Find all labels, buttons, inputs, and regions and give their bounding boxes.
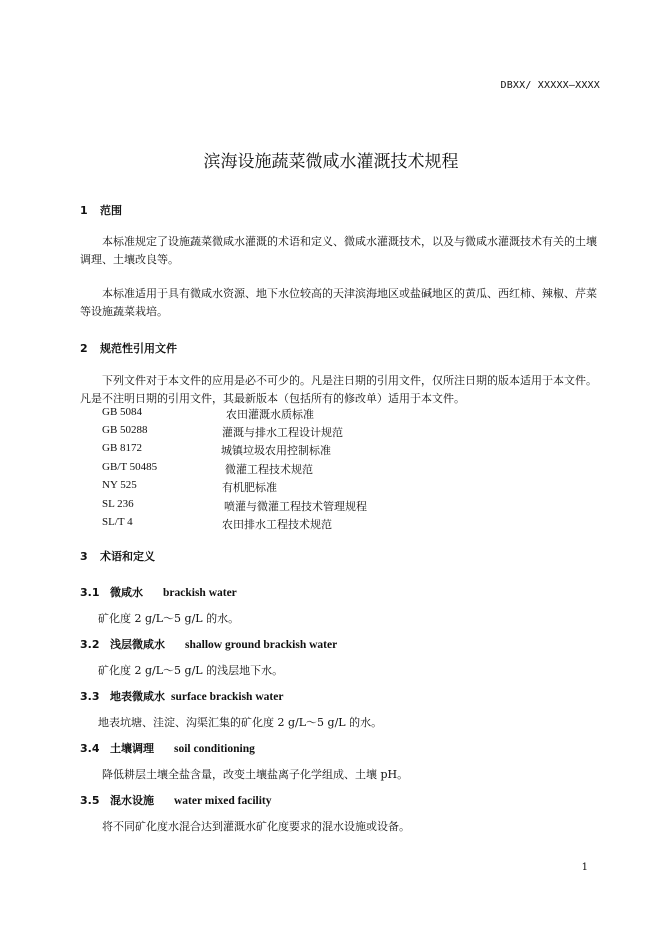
reference-title: 农田排水工程技术规范 <box>222 518 332 531</box>
term-3-4 <box>80 740 255 756</box>
term-3-1 <box>80 584 237 600</box>
reference-item <box>102 516 502 534</box>
term-definition: 地表坑塘、洼淀、沟渠汇集的矿化度 2 g/L～5 g/L 的水。 <box>98 716 383 729</box>
term-chinese: 浅层微咸水 <box>110 638 165 651</box>
section-2-paragraph-1: 下列文件对于本文件的应用是必不可少的。凡是注日期的引用文件，仅所注日期的版本适用于本文件。凡是不注明日期的引用文件，其最新版本（包括所有的修改单）适用于本文件。 <box>80 374 597 405</box>
section-3-heading <box>80 548 155 564</box>
section-1-paragraph-2: 本标准适用于具有微咸水资源、地下水位较高的天津滨海地区或盐碱地区的黄瓜、西红柿、辣椒、芹菜等设施蔬菜栽培。 <box>80 287 597 318</box>
reference-code: GB/T 50485 <box>102 461 158 473</box>
reference-code: SL 236 <box>102 498 134 510</box>
section-title: 范围 <box>100 204 122 217</box>
section-number: 1 <box>80 204 88 217</box>
term-english: surface brackish water <box>171 691 284 703</box>
term-chinese: 混水设施 <box>110 794 154 807</box>
section-1-paragraph-1: 本标准规定了设施蔬菜微咸水灌溉的术语和定义、微咸水灌溉技术，以及与微咸水灌溉技术有关的土壤调理、土壤改良等。 <box>80 235 597 266</box>
reference-code: GB 50288 <box>102 424 148 436</box>
reference-code: GB 8172 <box>102 442 143 454</box>
section-number: 2 <box>80 342 88 355</box>
reference-item <box>102 498 502 516</box>
section-title: 规范性引用文件 <box>100 342 177 355</box>
reference-code: GB 5084 <box>102 406 143 418</box>
document-title: 滨海设施蔬菜微咸水灌溉技术规程 <box>203 152 459 172</box>
section-number: 3 <box>80 550 88 563</box>
section-2-heading <box>80 340 177 356</box>
page-number: 1 <box>581 862 588 873</box>
reference-title: 灌溉与排水工程设计规范 <box>222 426 343 439</box>
reference-code: SL/T 4 <box>102 516 133 528</box>
term-number: 3.5 <box>80 794 100 807</box>
reference-title: 有机肥标准 <box>222 481 277 494</box>
term-english: soil conditioning <box>174 743 255 755</box>
reference-code: NY 525 <box>102 479 137 491</box>
section-1-heading <box>80 202 122 218</box>
term-english: shallow ground brackish water <box>185 639 338 651</box>
reference-item <box>102 461 502 479</box>
term-chinese: 土壤调理 <box>110 742 154 755</box>
term-3-5 <box>80 792 272 808</box>
reference-item <box>102 424 502 442</box>
reference-title: 微灌工程技术规范 <box>225 463 313 476</box>
reference-title: 喷灌与微灌工程技术管理规程 <box>224 500 367 513</box>
term-definition: 将不同矿化度水混合达到灌溉水矿化度要求的混水设施或设备。 <box>102 820 410 833</box>
term-number: 3.3 <box>80 690 100 703</box>
term-3-2 <box>80 636 337 652</box>
reference-list <box>102 406 502 532</box>
term-number: 3.1 <box>80 586 100 599</box>
term-number: 3.2 <box>80 638 100 651</box>
term-3-3 <box>80 688 283 704</box>
section-title: 术语和定义 <box>100 550 155 563</box>
reference-title: 城镇垃圾农用控制标准 <box>221 444 331 457</box>
term-english: water mixed facility <box>174 795 272 807</box>
term-definition: 矿化度 2 g/L～5 g/L 的水。 <box>98 612 240 625</box>
term-definition: 矿化度 2 g/L～5 g/L 的浅层地下水。 <box>98 664 284 677</box>
term-number: 3.4 <box>80 742 100 755</box>
term-english: brackish water <box>163 587 237 599</box>
document-number: DBXX/ XXXXX—XXXX <box>500 80 600 91</box>
term-definition: 降低耕层土壤全盐含量，改变土壤盐离子化学组成、土壤 pH。 <box>102 768 409 781</box>
reference-item <box>102 479 502 497</box>
term-chinese: 地表微咸水 <box>110 690 165 703</box>
reference-title: 农田灌溉水质标准 <box>226 408 314 421</box>
reference-item <box>102 442 502 460</box>
reference-item <box>102 406 502 424</box>
term-chinese: 微咸水 <box>110 586 143 599</box>
